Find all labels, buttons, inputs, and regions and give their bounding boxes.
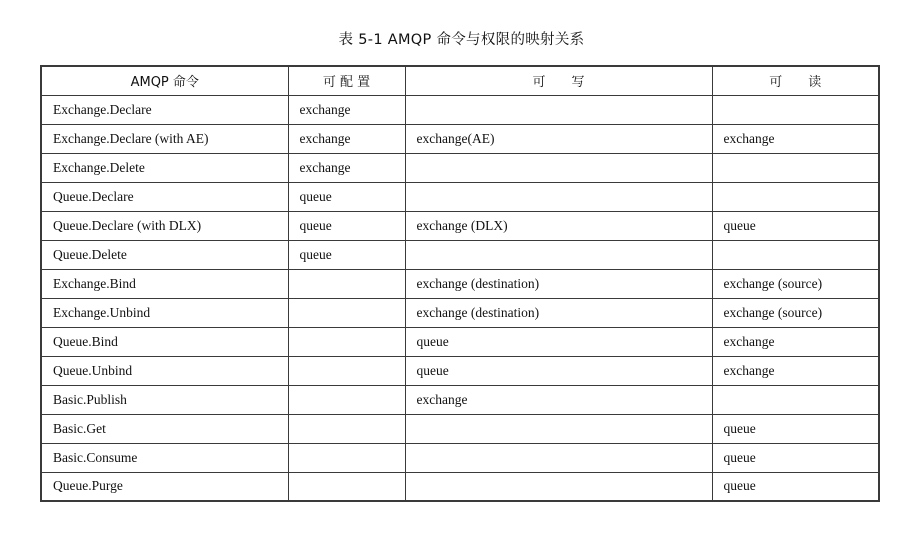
- cell-read: exchange: [712, 124, 879, 153]
- cell-configure: [288, 472, 405, 501]
- cell-read: queue: [712, 414, 879, 443]
- table-caption: 表 5-1 AMQP 命令与权限的映射关系: [338, 32, 585, 48]
- cell-configure: [288, 298, 405, 327]
- cell-write: exchange (DLX): [405, 211, 712, 240]
- cell-command: Queue.Purge: [41, 472, 288, 501]
- cell-command: Exchange.Declare: [41, 95, 288, 124]
- permission-mapping-table: [40, 65, 880, 502]
- table-row: [41, 95, 879, 124]
- cell-write: [405, 240, 712, 269]
- cell-read: queue: [712, 211, 879, 240]
- cell-write: [405, 182, 712, 211]
- cell-configure: exchange: [288, 153, 405, 182]
- cell-read: [712, 240, 879, 269]
- cell-read: exchange: [712, 356, 879, 385]
- cell-write: queue: [405, 327, 712, 356]
- table-row: [41, 443, 879, 472]
- table-row: [41, 298, 879, 327]
- cell-read: queue: [712, 443, 879, 472]
- cell-write: exchange (destination): [405, 269, 712, 298]
- cell-command: Basic.Get: [41, 414, 288, 443]
- table-row: [41, 211, 879, 240]
- cell-configure: [288, 385, 405, 414]
- cell-read: exchange (source): [712, 269, 879, 298]
- cell-configure: queue: [288, 211, 405, 240]
- cell-write: exchange(AE): [405, 124, 712, 153]
- cell-command: Basic.Consume: [41, 443, 288, 472]
- table-row: [41, 153, 879, 182]
- cell-write: [405, 95, 712, 124]
- cell-write: exchange (destination): [405, 298, 712, 327]
- cell-configure: exchange: [288, 124, 405, 153]
- cell-command: Exchange.Bind: [41, 269, 288, 298]
- cell-command: Exchange.Unbind: [41, 298, 288, 327]
- cell-configure: [288, 356, 405, 385]
- cell-configure: exchange: [288, 95, 405, 124]
- cell-write: [405, 414, 712, 443]
- cell-configure: [288, 414, 405, 443]
- cell-command: Basic.Publish: [41, 385, 288, 414]
- cell-read: queue: [712, 472, 879, 501]
- cell-write: exchange: [405, 385, 712, 414]
- cell-command: Queue.Declare: [41, 182, 288, 211]
- cell-read: [712, 153, 879, 182]
- cell-configure: queue: [288, 240, 405, 269]
- table-row: [41, 327, 879, 356]
- header-configure: 可 配 置: [288, 66, 405, 95]
- cell-write: [405, 472, 712, 501]
- cell-configure: queue: [288, 182, 405, 211]
- cell-command: Queue.Delete: [41, 240, 288, 269]
- table-row: [41, 269, 879, 298]
- header-read: 可 读: [712, 66, 879, 95]
- table-row: [41, 240, 879, 269]
- table-row: [41, 472, 879, 501]
- cell-configure: [288, 327, 405, 356]
- cell-command: Queue.Declare (with DLX): [41, 211, 288, 240]
- table-row: [41, 385, 879, 414]
- header-write: 可 写: [405, 66, 712, 95]
- cell-command: Exchange.Delete: [41, 153, 288, 182]
- table-header-row: [41, 66, 879, 95]
- table-row: [41, 414, 879, 443]
- table-row: [41, 182, 879, 211]
- cell-write: [405, 153, 712, 182]
- cell-read: exchange (source): [712, 298, 879, 327]
- cell-command: Queue.Bind: [41, 327, 288, 356]
- cell-write: queue: [405, 356, 712, 385]
- cell-command: Queue.Unbind: [41, 356, 288, 385]
- cell-write: [405, 443, 712, 472]
- cell-read: [712, 182, 879, 211]
- cell-configure: [288, 443, 405, 472]
- header-amqp-command: AMQP 命令: [41, 66, 288, 95]
- cell-read: [712, 95, 879, 124]
- table-row: [41, 124, 879, 153]
- cell-read: [712, 385, 879, 414]
- cell-configure: [288, 269, 405, 298]
- table-row: [41, 356, 879, 385]
- cell-read: exchange: [712, 327, 879, 356]
- cell-command: Exchange.Declare (with AE): [41, 124, 288, 153]
